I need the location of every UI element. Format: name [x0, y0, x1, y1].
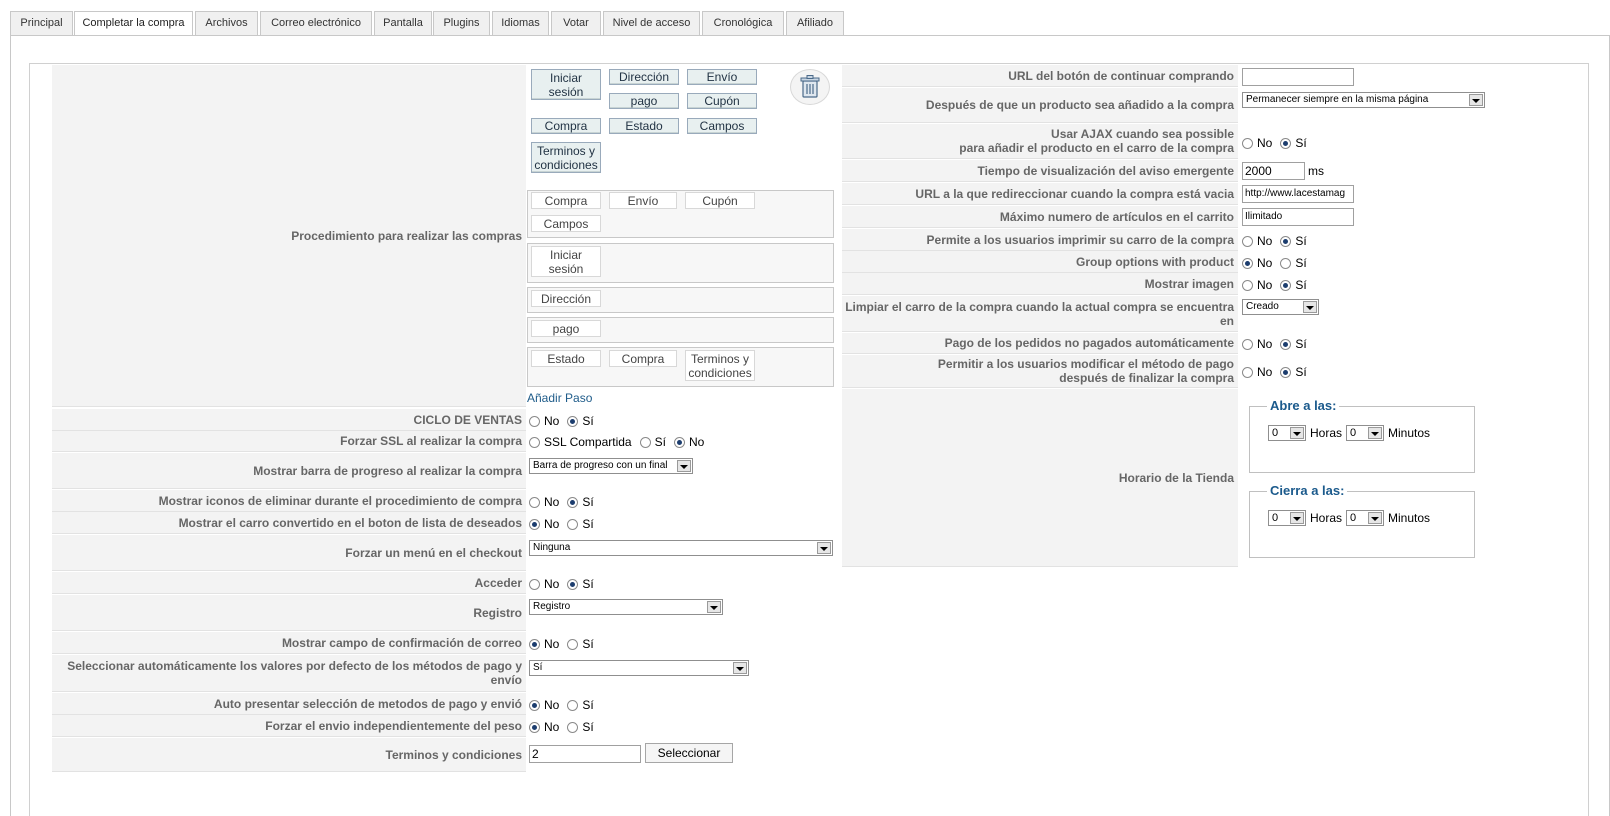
force-shipping-si[interactable]: Sí [567, 720, 593, 734]
confirm-email-options [529, 634, 602, 654]
show-image-no[interactable]: No [1242, 278, 1272, 292]
progress-bar-select[interactable]: Barra de progreso con un final [529, 458, 693, 474]
continue-url-label: URL del botón de continuar comprando [842, 65, 1238, 87]
modify-payment-si[interactable]: Sí [1280, 365, 1306, 379]
open-hours-legend: Abre a las: [1267, 398, 1339, 413]
ajax-options [1242, 133, 1315, 153]
force-shipping-no[interactable]: No [529, 720, 559, 734]
force-menu-label: Forzar un menú en el checkout [52, 535, 526, 571]
print-cart-label: Permite a los usuarios imprimir su carro de la compra [842, 229, 1238, 251]
chevron-down-icon [1368, 427, 1382, 439]
popup-time-input[interactable]: 2000 [1242, 162, 1305, 180]
close-hours-select[interactable]: 0 [1268, 510, 1306, 526]
show-image-options [1242, 275, 1315, 295]
chevron-down-icon [677, 460, 691, 472]
chevron-down-icon [1290, 512, 1304, 524]
delete-icons-label: Mostrar iconos de eliminar durante el procedimiento de compra [52, 490, 526, 512]
workflow-item[interactable]: Iniciar sesión [531, 246, 601, 277]
ciclo-ventas-label: CICLO DE VENTAS [52, 409, 526, 431]
auto-select-label: Seleccionar automáticamente los valores por defecto de los métodos de pago y envío [52, 655, 526, 692]
popup-time-label: Tiempo de visualización del aviso emergente [842, 160, 1238, 182]
tab-principal[interactable]: Principal [10, 11, 73, 36]
terms-input[interactable]: 2 [529, 745, 641, 763]
auto-pay-options [1242, 334, 1315, 354]
step-terminos-y-condiciones[interactable]: Terminos y condiciones [531, 142, 601, 173]
tab-archivos[interactable]: Archivos [195, 11, 258, 36]
open-hours-row [1268, 423, 1430, 443]
terms-label: Terminos y condiciones [52, 738, 526, 772]
auto-present-si[interactable]: Sí [567, 698, 593, 712]
ciclo-ventas-si[interactable]: Sí [567, 414, 593, 428]
acceder-no[interactable]: No [529, 577, 559, 591]
ajax-no[interactable]: No [1242, 136, 1272, 150]
tab-pantalla[interactable]: Pantalla [374, 11, 432, 36]
continue-url-input[interactable] [1242, 68, 1354, 86]
ciclo-ventas-options [529, 411, 602, 431]
ssl-compartida[interactable]: SSL Compartida [529, 435, 632, 449]
ssl-options [529, 432, 712, 452]
group-options-label: Group options with product [842, 251, 1238, 273]
progress-bar-label: Mostrar barra de progreso al realizar la compra [52, 453, 526, 489]
trash-icon[interactable] [790, 69, 830, 105]
delete-icons-si[interactable]: Sí [567, 495, 593, 509]
workflow-item[interactable]: Terminos y condiciones [685, 350, 755, 381]
clear-cart-label: Limpiar el carro de la compra cuando la actual compra se encuentra en [842, 296, 1238, 332]
tab-votar[interactable]: Votar [551, 11, 601, 36]
ssl-no[interactable]: No [674, 435, 704, 449]
open-hours-select[interactable]: 0 [1268, 425, 1306, 441]
chevron-down-icon [1290, 427, 1304, 439]
workflow-item[interactable]: pago [531, 320, 601, 337]
step-estado[interactable]: Estado [609, 118, 679, 134]
workflow-item[interactable]: Dirección [531, 290, 601, 307]
auto-pay-si[interactable]: Sí [1280, 337, 1306, 351]
max-items-input[interactable]: Ilimitado [1242, 208, 1354, 226]
step-iniciar-sesion[interactable]: Iniciar sesión [531, 69, 601, 100]
tab-cronologica[interactable]: Cronológica [702, 11, 784, 36]
auto-present-no[interactable]: No [529, 698, 559, 712]
open-hours-unit: Horas [1310, 426, 1343, 440]
modify-payment-options [1242, 362, 1315, 382]
close-hours-legend: Cierra a las: [1267, 483, 1347, 498]
confirm-email-si[interactable]: Sí [567, 637, 593, 651]
step-campos[interactable]: Campos [687, 118, 757, 134]
wishlist-no[interactable]: No [529, 517, 559, 531]
print-cart-options [1242, 231, 1315, 251]
print-cart-no[interactable]: No [1242, 234, 1272, 248]
chevron-down-icon [1368, 512, 1382, 524]
workflow-item[interactable]: Compra [531, 192, 601, 209]
acceder-label: Acceder [52, 572, 526, 594]
registro-label: Registro [52, 595, 526, 631]
close-hours-unit: Horas [1310, 511, 1343, 525]
tab-correo-electronico[interactable]: Correo electrónico [260, 11, 372, 36]
tab-completar-la-compra[interactable]: Completar la compra [74, 11, 193, 37]
workflow-item[interactable]: Compra [609, 350, 677, 367]
chevron-down-icon [733, 662, 747, 674]
ssl-si[interactable]: Sí [640, 435, 666, 449]
workflow-item[interactable]: Envío [609, 192, 677, 209]
acceder-si[interactable]: Sí [567, 577, 593, 591]
max-items-label: Máximo numero de artículos en el carrito [842, 206, 1238, 228]
tab-plugins[interactable]: Plugins [433, 11, 490, 36]
force-menu-select[interactable]: Ninguna [529, 540, 833, 556]
select-terms-button[interactable]: Seleccionar [645, 743, 733, 763]
tab-afiliado[interactable]: Afiliado [786, 11, 844, 36]
workflow-item[interactable]: Cupón [685, 192, 755, 209]
confirm-email-label: Mostrar campo de confirmación de correo [52, 632, 526, 654]
step-direccion[interactable]: Dirección [609, 69, 679, 85]
popup-time-unit: ms [1308, 164, 1324, 178]
store-hours-label: Horario de la Tienda [842, 389, 1238, 567]
close-hours-row [1268, 508, 1430, 528]
auto-present-label: Auto presentar selección de metodos de pago y envió [52, 693, 526, 715]
step-cupon[interactable]: Cupón [687, 93, 757, 109]
chevron-down-icon [1303, 301, 1317, 313]
modify-payment-no[interactable]: No [1242, 365, 1272, 379]
add-step-link[interactable]: Añadir Paso [527, 391, 593, 405]
force-shipping-options [529, 717, 602, 737]
registro-select[interactable]: Registro [529, 599, 723, 615]
show-image-label: Mostrar imagen [842, 273, 1238, 295]
step-compra[interactable]: Compra [531, 118, 601, 134]
tab-nivel-de-acceso[interactable]: Nivel de acceso [603, 11, 700, 36]
open-minutes-unit: Minutos [1388, 426, 1431, 440]
empty-cart-url-input[interactable]: http://www.lacestamag [1242, 185, 1354, 203]
checkout-workflow-label: Procedimiento para realizar las compras [52, 65, 526, 407]
auto-present-options [529, 695, 602, 715]
chevron-down-icon [817, 542, 831, 554]
print-cart-si[interactable]: Sí [1280, 234, 1306, 248]
ssl-label: Forzar SSL al realizar la compra [52, 431, 526, 452]
confirm-email-no[interactable]: No [529, 637, 559, 651]
group-options-no[interactable]: No [1242, 256, 1272, 270]
step-envio[interactable]: Envío [687, 69, 757, 85]
wishlist-options [529, 514, 602, 534]
step-pago[interactable]: pago [609, 93, 679, 109]
delete-icons-options [529, 492, 602, 512]
workflow-item[interactable]: Campos [531, 215, 601, 232]
after-add-label: Después de que un producto sea añadido a la compra [842, 88, 1238, 123]
auto-pay-label: Pago de los pedidos no pagados automáticamente [842, 333, 1238, 354]
close-minutes-unit: Minutos [1388, 511, 1431, 525]
open-minutes-select[interactable]: 0 [1346, 425, 1384, 441]
group-options-si[interactable]: Sí [1280, 256, 1306, 270]
auto-pay-no[interactable]: No [1242, 337, 1272, 351]
modify-payment-label: Permitir a los usuarios modificar el método de pago después de finalizar la compra [842, 355, 1238, 388]
ajax-label: Usar AJAX cuando sea possible para añadir el producto en el carro de la compra [842, 124, 1238, 159]
auto-select-select[interactable]: Sí [529, 660, 749, 676]
wishlist-si[interactable]: Sí [567, 517, 593, 531]
acceder-options [529, 574, 602, 594]
workflow-item[interactable]: Estado [531, 350, 601, 367]
ajax-si[interactable]: Sí [1280, 136, 1306, 150]
after-add-select[interactable]: Permanecer siempre en la misma página [1242, 92, 1485, 108]
close-minutes-select[interactable]: 0 [1346, 510, 1384, 526]
show-image-si[interactable]: Sí [1280, 278, 1306, 292]
clear-cart-select[interactable]: Creado [1242, 299, 1319, 315]
chevron-down-icon [707, 601, 721, 613]
ciclo-ventas-no[interactable]: No [529, 414, 559, 428]
force-shipping-label: Forzar el envio independientemente del peso [52, 715, 526, 737]
group-options-options [1242, 253, 1315, 273]
chevron-down-icon [1469, 94, 1483, 106]
wishlist-label: Mostrar el carro convertido en el boton de lista de deseados [52, 512, 526, 534]
delete-icons-no[interactable]: No [529, 495, 559, 509]
tab-idiomas[interactable]: Idiomas [492, 11, 549, 36]
empty-cart-url-label: URL a la que redireccionar cuando la compra está vacia [842, 183, 1238, 205]
